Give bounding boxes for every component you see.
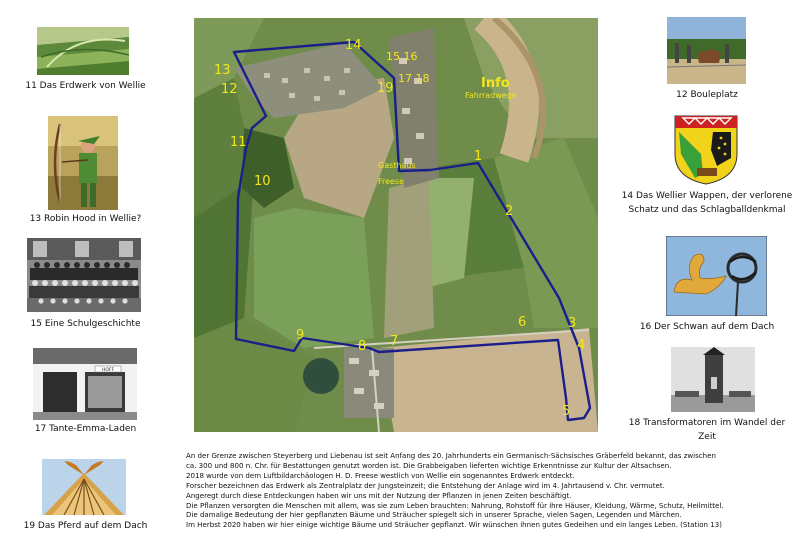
horse-gable-photo — [42, 459, 126, 515]
station-17-18[interactable]: 17 18 — [398, 72, 430, 85]
school-class-photo — [27, 238, 141, 312]
caption-transformer-line2: Zeit — [698, 432, 716, 442]
gasthaus-label: Gasthaus — [378, 161, 416, 170]
station-14[interactable]: 14 — [345, 38, 362, 53]
paragraph-line: An der Grenze zwischen Steyerberg und Liebenau ist seit Anfang des 20. Jahrhunderts ein Germanisch-Sächsisches Gräberfeld bekannt, das zwischen — [186, 451, 716, 460]
station-2[interactable]: 2 — [505, 204, 514, 219]
caption-boule: 12 Bouleplatz — [676, 90, 738, 100]
paragraph-line: Forscher bezeichnen das Erdwerk als Zentralplatz der Jungsteinzeit; die Entstehung der Anlage wird im 4. Jahrtausend v. Chr. vermutet. — [186, 480, 665, 490]
freese-label: Freese — [378, 177, 405, 186]
bike-paths-label: Fahrradwege — [465, 91, 517, 100]
station-12[interactable]: 12 — [221, 82, 238, 97]
station-4[interactable]: 4 — [577, 338, 586, 353]
caption-transformer-line1: 18 Transformatoren im Wandel der — [628, 418, 786, 428]
transformer-tower-photo — [671, 347, 755, 412]
paragraph-line: ca. 300 und 800 n. Chr. für Bestattungen genutzt worden ist. Die Grabbeigaben lieferten wichtige Erkenntnisse zur Kultur der Altsachsen. — [186, 460, 672, 470]
paragraph-line: 2018 wurde von dem Luftbildarchäologen H. D. Freese westlich von Wellie ein sogenanntes Erdwerk entdeckt. — [186, 470, 575, 480]
caption-corner-shop: 17 Tante-Emma-Laden — [34, 424, 137, 434]
station-9[interactable]: 9 — [296, 328, 305, 343]
station-5[interactable]: 5 — [562, 404, 571, 419]
info-paragraph — [186, 451, 786, 530]
robin-hood-photo — [48, 116, 118, 210]
swan-weathervane-photo — [666, 236, 767, 316]
paragraph-line: Die damalige Bedeutung der hier gepflanzten Bäume und Sträucher spiegelt sich in unserer Sprache, vielen Sagen, Legenden und Märchen. — [186, 510, 682, 520]
station-13[interactable]: 13 — [214, 63, 231, 78]
caption-swan: 16 Der Schwan auf dem Dach — [639, 322, 775, 332]
station-10[interactable]: 10 — [254, 174, 271, 189]
info-label: Info — [481, 76, 510, 91]
caption-robin-hood: 13 Robin Hood in Wellie? — [29, 214, 142, 224]
station-19[interactable]: 19 — [377, 81, 394, 96]
caption-horse-gable: 19 Das Pferd auf dem Dach — [23, 521, 148, 531]
boule-court-photo — [667, 17, 746, 84]
caption-school-history: 15 Eine Schulgeschichte — [30, 319, 141, 329]
caption-erdwerk: 11 Das Erdwerk von Wellie — [25, 81, 146, 91]
station-1[interactable]: 1 — [474, 149, 483, 164]
wellie-coat-of-arms — [673, 114, 739, 186]
caption-coat-of-arms-line2: Schatz und das Schlagballdenkmal — [628, 205, 786, 215]
aerial-route-map — [194, 18, 598, 432]
paragraph-line: Im Herbst 2020 haben wir hier einige wichtige Bäume und Sträucher gepflanzt. Wir wünschen ihnen gutes Gedeihen und ein langes Leben. (Station 13) — [186, 520, 722, 530]
station-8[interactable]: 8 — [358, 339, 367, 354]
station-7[interactable]: 7 — [390, 334, 399, 349]
shop-sign-text: HOFF — [101, 368, 115, 373]
paragraph-line: Die Pflanzen versorgten die Menschen mit allem, was sie zum Leben brauchten: Nahrung, Rohstoff für ihre Häuser, Kleidung, Wärme, Schutz, Heilmittel. — [186, 500, 724, 510]
erdwerk-aerial-photo — [37, 27, 129, 75]
station-15-16[interactable]: 15 16 — [386, 50, 418, 63]
caption-coat-of-arms-line1: 14 Das Wellier Wappen, der verlorene — [621, 191, 793, 201]
paragraph-line: Angeregt durch diese Entdeckungen haben wir uns mit der Nutzung der Pflanzen in jenen Zeiten beschäftigt. — [186, 490, 572, 500]
station-11[interactable]: 11 — [230, 135, 247, 150]
station-6[interactable]: 6 — [518, 315, 527, 330]
station-3[interactable]: 3 — [568, 316, 577, 331]
village-shop-photo — [33, 348, 137, 420]
